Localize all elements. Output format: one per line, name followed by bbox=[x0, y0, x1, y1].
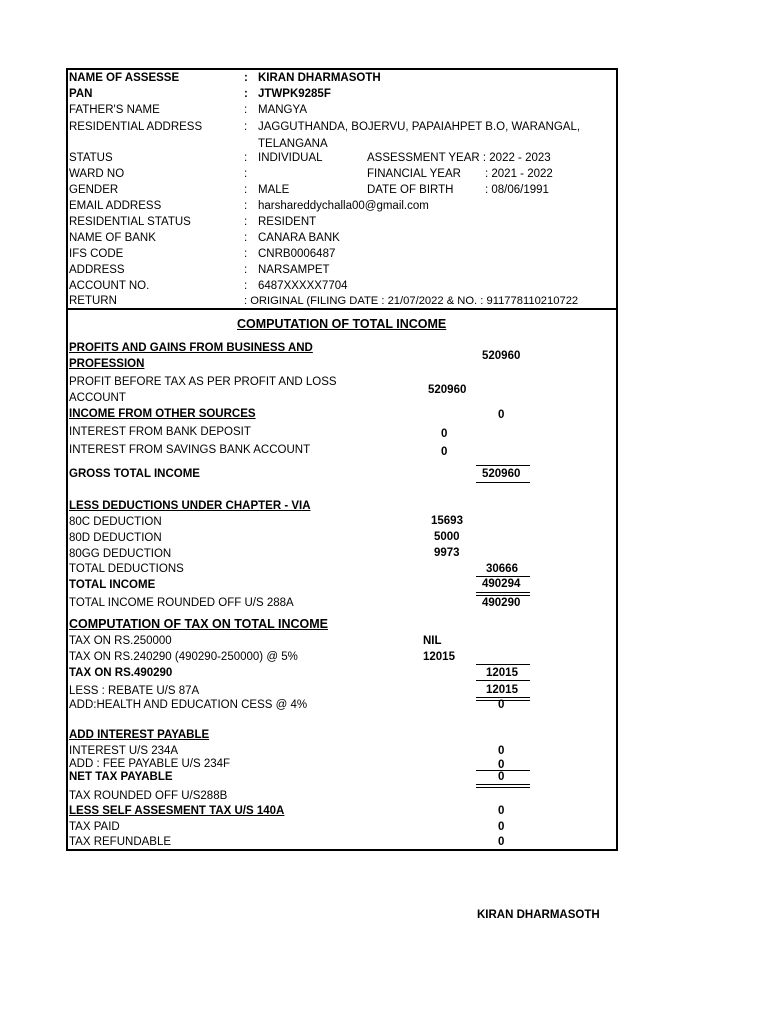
residential-status-value: RESIDENT bbox=[258, 216, 317, 228]
rule bbox=[476, 680, 530, 681]
rounded-label: TOTAL INCOME ROUNDED OFF U/S 288A bbox=[69, 597, 294, 609]
self-assessment-label: LESS SELF ASSESMENT TAX U/S 140A bbox=[69, 805, 285, 817]
bank-value: CANARA BANK bbox=[258, 232, 340, 244]
colon: : bbox=[244, 200, 248, 212]
colon: : bbox=[244, 216, 248, 228]
int234a-value: 0 bbox=[498, 745, 505, 757]
pbt-label-line1: PROFIT BEFORE TAX AS PER PROFIT AND LOSS bbox=[69, 376, 337, 388]
gender-value: MALE bbox=[258, 184, 290, 196]
cess-value: 0 bbox=[498, 699, 505, 711]
signature-name: KIRAN DHARMASOTH bbox=[477, 909, 600, 921]
status-value: INDIVIDUAL bbox=[258, 152, 323, 164]
pgbp-label-line2: PROFESSION bbox=[69, 358, 145, 370]
slab2-label: TAX ON RS.240290 (490290-250000) @ 5% bbox=[69, 651, 298, 663]
assessment-year: ASSESSMENT YEAR : 2022 - 2023 bbox=[367, 152, 551, 164]
cess-label: ADD:HEALTH AND EDUCATION CESS @ 4% bbox=[69, 699, 308, 711]
bank-address-value: NARSAMPET bbox=[258, 264, 330, 276]
d80d-value: 5000 bbox=[434, 531, 460, 543]
colon: : bbox=[244, 121, 248, 133]
colon: : bbox=[244, 264, 248, 276]
address-value-line1: JAGGUTHANDA, BOJERVU, PAPAIAHPET B.O, WARANGAL, bbox=[258, 121, 581, 133]
status-label: STATUS bbox=[69, 152, 113, 164]
d80gg-value: 9973 bbox=[434, 547, 460, 559]
d80d-label: 80D DEDUCTION bbox=[69, 532, 162, 544]
total-deductions-label: TOTAL DEDUCTIONS bbox=[69, 563, 184, 575]
colon: : bbox=[244, 232, 248, 244]
colon: : bbox=[244, 88, 248, 100]
interest-header: ADD INTEREST PAYABLE bbox=[69, 729, 210, 741]
gender-label: GENDER bbox=[69, 184, 119, 196]
colon: : bbox=[244, 72, 248, 84]
tax-refundable-label: TAX REFUNDABLE bbox=[69, 836, 172, 848]
rounded-value: 490290 bbox=[482, 597, 521, 609]
int234a-label: INTEREST U/S 234A bbox=[69, 745, 179, 757]
d80gg-label: 80GG DEDUCTION bbox=[69, 548, 172, 560]
financial-year-label: FINANCIAL YEAR bbox=[367, 168, 461, 180]
pan-label: PAN bbox=[69, 88, 93, 100]
fee234f-label: ADD : FEE PAYABLE U/S 234F bbox=[69, 758, 231, 770]
fee234f-value: 0 bbox=[498, 759, 505, 771]
tax-paid-label: TAX PAID bbox=[69, 821, 120, 833]
section-divider bbox=[66, 308, 618, 310]
rule bbox=[476, 465, 530, 466]
address-label: RESIDENTIAL ADDRESS bbox=[69, 121, 203, 133]
total-income-value: 490294 bbox=[482, 578, 521, 590]
other-sources-label: INCOME FROM OTHER SOURCES bbox=[69, 408, 256, 420]
savings-label: INTEREST FROM SAVINGS BANK ACCOUNT bbox=[69, 444, 311, 456]
return-label: RETURN bbox=[69, 295, 117, 307]
father-label: FATHER'S NAME bbox=[69, 104, 160, 116]
colon: : bbox=[244, 248, 248, 260]
dob-label: DATE OF BIRTH bbox=[367, 184, 454, 196]
account-value: 6487XXXXX7704 bbox=[258, 280, 348, 292]
name-label: NAME OF ASSESSE bbox=[69, 72, 180, 84]
bank-deposit-value: 0 bbox=[441, 428, 448, 440]
return-value: : ORIGINAL (FILING DATE : 21/07/2022 & NO. : 911778110210722 bbox=[244, 295, 579, 307]
father-value: MANGYA bbox=[258, 104, 307, 116]
email-label: EMAIL ADDRESS bbox=[69, 200, 162, 212]
tax-paid-value: 0 bbox=[498, 821, 505, 833]
self-assessment-value: 0 bbox=[498, 805, 505, 817]
residential-status-label: RESIDENTIAL STATUS bbox=[69, 216, 191, 228]
total-income-label: TOTAL INCOME bbox=[69, 579, 156, 591]
rebate-label: LESS : REBATE U/S 87A bbox=[69, 685, 200, 697]
ifs-label: IFS CODE bbox=[69, 248, 124, 260]
slab2-value: 12015 bbox=[423, 651, 455, 663]
total-deductions-value: 30666 bbox=[486, 563, 518, 575]
net-tax-label: NET TAX PAYABLE bbox=[69, 771, 173, 783]
rule bbox=[476, 784, 530, 785]
tax-on-income-value: 12015 bbox=[486, 667, 518, 679]
gti-value: 520960 bbox=[482, 468, 521, 480]
deductions-label: LESS DEDUCTIONS UNDER CHAPTER - VIA bbox=[69, 500, 311, 512]
pan-value: JTWPK9285F bbox=[258, 88, 331, 100]
pgbp-total: 520960 bbox=[482, 350, 521, 362]
colon: : bbox=[244, 168, 248, 180]
gti-label: GROSS TOTAL INCOME bbox=[69, 468, 200, 480]
slab1-value: NIL bbox=[423, 635, 442, 647]
bank-deposit-label: INTEREST FROM BANK DEPOSIT bbox=[69, 426, 251, 438]
colon: : bbox=[244, 184, 248, 196]
net-tax-value: 0 bbox=[498, 771, 505, 783]
tax-refundable-value: 0 bbox=[498, 836, 505, 848]
rebate-value: 12015 bbox=[486, 684, 518, 696]
ward-label: WARD NO bbox=[69, 168, 125, 180]
ifs-value: CNRB0006487 bbox=[258, 248, 336, 260]
rule bbox=[476, 592, 530, 593]
account-label: ACCOUNT NO. bbox=[69, 280, 150, 292]
bank-address-label: ADDRESS bbox=[69, 264, 125, 276]
pbt-label-line2: ACCOUNT bbox=[69, 392, 126, 404]
rule bbox=[476, 482, 530, 483]
dob-value: : 08/06/1991 bbox=[485, 184, 549, 196]
address-value-line2: TELANGANA bbox=[258, 138, 328, 150]
tax-on-income-label: TAX ON RS.490290 bbox=[69, 667, 173, 679]
email-value: harshareddychalla00@gmail.com bbox=[258, 200, 429, 212]
other-sources-total: 0 bbox=[498, 409, 505, 421]
d80c-label: 80C DEDUCTION bbox=[69, 516, 162, 528]
tax-rounded-label: TAX ROUNDED OFF U/S288B bbox=[69, 790, 228, 802]
colon: : bbox=[244, 152, 248, 164]
pgbp-label-line1: PROFITS AND GAINS FROM BUSINESS AND bbox=[69, 342, 313, 354]
bank-label: NAME OF BANK bbox=[69, 232, 156, 244]
income-title: COMPUTATION OF TOTAL INCOME bbox=[237, 317, 447, 331]
colon: : bbox=[244, 280, 248, 292]
colon: : bbox=[244, 104, 248, 116]
tax-title: COMPUTATION OF TAX ON TOTAL INCOME bbox=[69, 617, 329, 631]
pbt-value: 520960 bbox=[428, 384, 467, 396]
slab1-label: TAX ON RS.250000 bbox=[69, 635, 172, 647]
savings-value: 0 bbox=[441, 446, 448, 458]
financial-year-value: : 2021 - 2022 bbox=[485, 168, 553, 180]
rule bbox=[476, 787, 530, 788]
rule bbox=[476, 664, 530, 665]
name-value: KIRAN DHARMASOTH bbox=[258, 72, 381, 84]
d80c-value: 15693 bbox=[431, 515, 463, 527]
